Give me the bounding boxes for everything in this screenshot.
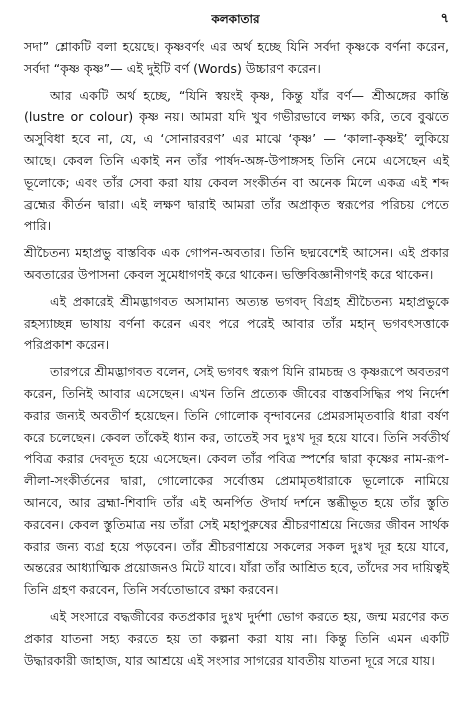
paragraph: আর একটি অর্থ হচ্ছে, “যিনি স্বয়ংই কৃষ্ণ, কিন্তু যাঁর বর্ণ— শ্রীঅঙ্গের কান্তি (lustre or colour) কৃষ্ণ নয়। আমরা যদি খুব গভীরভাবে লক্ষ্য করি, তবে বুঝতে অসুবিধা হবে না, যে, এ ‘সোনারবরণ’ এর মাঝে ‘কৃষ্ণ’ — ‘কালা-কৃষ্ণই’ লুকিয়ে আছে। কেবল তিনি একাই নন তাঁর পার্ষদ-অঙ্গ-উপাঙ্গসহ তিনি নেমে এসেছেন এই ভূলোকে; এবং তাঁর সেবা করা যায় কেবল সংকীর্তন বা অনেক মিলে একত্র এই শব্দ ব্রহ্মের কীর্তন দ্বারা। এই লক্ষণ দ্বারাই আমরা তাঁর অপ্রাকৃত স্বরূপের পরিচয় পেতে পারি। — [24, 87, 449, 234]
paragraph: এই প্রকারেই শ্রীমদ্ভাগবত অসামান্য অত্যন্ত ভগবদ্ বিগ্রহ শ্রীচৈতন্য মহাপ্রভুকে রহস্যাচ্ছন্ন ভাষায় বর্ণনা করেন এবং পরে পরেই আবার তাঁর মহান্ ভগবৎসত্তাকে পরিপ্রকাশ করেন। — [24, 293, 449, 353]
body-text — [24, 36, 449, 676]
running-title: কলকাতার — [211, 12, 260, 26]
paragraph: এই সংসারে বদ্ধজীবের কতপ্রকার দুঃখ দুর্দশা ভোগ করতে হয়, জন্ম মরণের কত প্রকার যাতনা সহ্য করতে হয় তা কল্পনা করা যায় না। কিন্তু তিনি এমন একটি উদ্ধারকারী জাহাজ, যার আশ্রয়ে এই সংসার সাগরের যাবতীয় যাতনা দূরে সরে যায়। — [24, 608, 449, 668]
paragraph: তারপরে শ্রীমদ্ভাগবত বলেন, সেই ভগবৎ স্বরূপ যিনি রামচন্দ্র ও কৃষ্ণরূপে অবতরণ করেন, তিনিই আবার এসেছেন। এখন তিনি প্রত্যেক জীবের বাস্তবসিদ্ধির পথ নির্দেশ করার জন্যই অবতীর্ণ হয়েছেন। তিনি গোলোক বৃন্দাবনের প্রেমরসামৃতবারি ধারা বর্ষণ করে চলেছেন। কেবল তাঁকেই ধ্যান কর, তাতেই সব দুঃখ দূর হয়ে যাবে। তিনি সর্বতীর্থ পবিত্র করার দেবদূত হয়ে এসেছেন। কেবল তাঁর পবিত্র স্পর্শের দ্বারা কৃষ্ণের নাম-রূপ-লীলা-সংকীর্তনের দ্বারা, গোলোকের সর্বোত্তম প্রেমামৃতধারাকে ভূলোকে নামিয়ে আনবে, আর ব্রহ্মা-শিবাদি তাঁর এই অনর্পিত ঔদার্য দর্শনে স্তব্ধীভূত হয়ে তাঁর স্তুতি করবেন। কেবল স্তুতিমাত্র নয় তাঁরা সেই মহাপুরুষের শ্রীচরণাশ্রয়ে নিজের জীবন সার্থক করার জন্য ব্যগ্র হয়ে পড়বেন। তাঁর শ্রীচরণাশ্রয়ে সকলের সকল দুঃখ দূর হয়ে যাবে, অন্তরের আধ্যাত্মিক প্রয়োজনও মিটে যাবে। যাঁরা তাঁর আশ্রিত হবে, তাঁদের সব দায়িত্বই তিনি গ্রহণ করবেন, তিনি সর্বতোভাবে রক্ষা করবেন। — [24, 364, 449, 598]
paragraph: শ্রীচৈতন্য মহাপ্রভু বাস্তবিক এক গোপন-অবতার। তিনি ছদ্মবেশেই আসেন। এই প্রকার অবতারের উপাসনা কেবল সুমেধাগণই করে থাকেন। ভক্তিবিজ্ঞানীগণই করে থাকেন। — [24, 245, 449, 282]
paragraph-continuation: সদা” শ্লোকটি বলা হয়েছে। কৃষ্ণবর্ণং এর অর্থ হচ্ছে যিনি সর্বদা কৃষ্ণকে বর্ণনা করেন, সর্বদা “কৃষ্ণ কৃষ্ণ”— এই দুইটি বর্ণ (Words) উচ্চারণ করেন। — [24, 39, 449, 76]
page-header — [0, 10, 471, 30]
page-number: ৭ — [440, 11, 449, 26]
